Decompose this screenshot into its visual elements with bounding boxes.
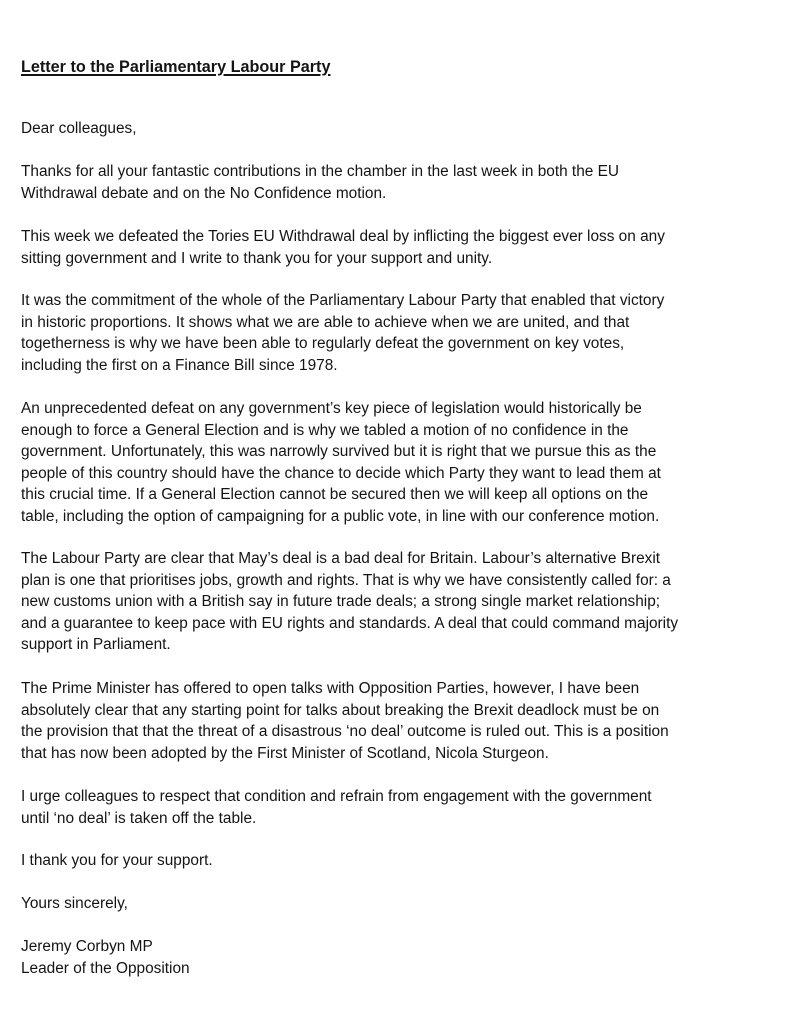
paragraph-general-election <box>21 398 761 527</box>
paragraph-brexit-plan <box>21 548 761 656</box>
text-line: plan is one that prioritises jobs, growth and rights. That is why we have consistently called for: a <box>21 571 671 589</box>
paragraph-thanks-contributions <box>21 161 761 204</box>
text-line: sitting government and I write to thank you for your support and unity. <box>21 249 493 267</box>
signature-block <box>21 936 761 979</box>
paragraph-commitment <box>21 290 761 376</box>
text-line: An unprecedented defeat on any government’s key piece of legislation would historically be <box>21 400 642 417</box>
paragraph-defeated-deal <box>21 226 761 269</box>
signatory-role: Leader of the Opposition <box>21 959 190 977</box>
letter-title: Letter to the Parliamentary Labour Party <box>21 58 331 76</box>
text-line: I urge colleagues to respect that condition and refrain from engagement with the government <box>21 788 652 805</box>
text-line: people of this country should have the chance to decide which Party they want to lead them at <box>21 464 661 482</box>
text-line: The Prime Minister has offered to open talks with Opposition Parties, however, I have been <box>21 680 640 697</box>
paragraph-opposition-talks <box>21 678 761 764</box>
signatory-name: Jeremy Corbyn MP <box>21 938 153 955</box>
text-line: I thank you for your support. <box>21 852 213 869</box>
text-line: this crucial time. If a General Election cannot be secured then we will keep all options on the <box>21 486 649 503</box>
closing: Yours sincerely, <box>21 895 128 912</box>
text-line: The Labour Party are clear that May’s deal is a bad deal for Britain. Labour’s alternative Brexit <box>21 550 661 567</box>
text-line: in historic proportions. It shows what we are able to achieve when we are united, and that <box>21 313 630 331</box>
text-line: This week we defeated the Tories EU Withdrawal deal by inflicting the biggest ever loss on any <box>21 228 665 245</box>
text-line: including the first on a Finance Bill since 1978. <box>21 356 338 374</box>
text-line: table, including the option of campaigning for a public vote, in line with our conference motion. <box>21 507 660 525</box>
text-line: until ‘no deal’ is taken off the table. <box>21 809 257 827</box>
text-line: and a guarantee to keep pace with EU rights and standards. A deal that could command majority <box>21 614 679 632</box>
paragraph-thank-you <box>21 850 761 872</box>
text-line: It was the commitment of the whole of the Parliamentary Labour Party that enabled that victory <box>21 292 665 309</box>
text-line: that has now been adopted by the First Minister of Scotland, Nicola Sturgeon. <box>21 744 549 762</box>
text-line: Thanks for all your fantastic contributions in the chamber in the last week in both the EU <box>21 163 619 180</box>
text-line: togetherness is why we have been able to regularly defeat the government on key votes, <box>21 335 625 352</box>
paragraph-urge-colleagues <box>21 786 761 829</box>
salutation: Dear colleagues, <box>21 120 137 137</box>
text-line: the provision that that the threat of a disastrous ‘no deal’ outcome is ruled out. This is a position <box>21 723 669 740</box>
text-line: enough to force a General Election and is why we tabled a motion of no confidence in the <box>21 421 629 439</box>
text-line: absolutely clear that any starting point for talks about breaking the Brexit deadlock must be on <box>21 701 660 719</box>
text-line: government. Unfortunately, this was narrowly survived but it is right that we pursue this as the <box>21 443 657 460</box>
text-line: new customs union with a British say in future trade deals; a strong single market relationship; <box>21 593 661 610</box>
text-line: Withdrawal debate and on the No Confidence motion. <box>21 184 387 202</box>
text-line: support in Parliament. <box>21 636 171 653</box>
